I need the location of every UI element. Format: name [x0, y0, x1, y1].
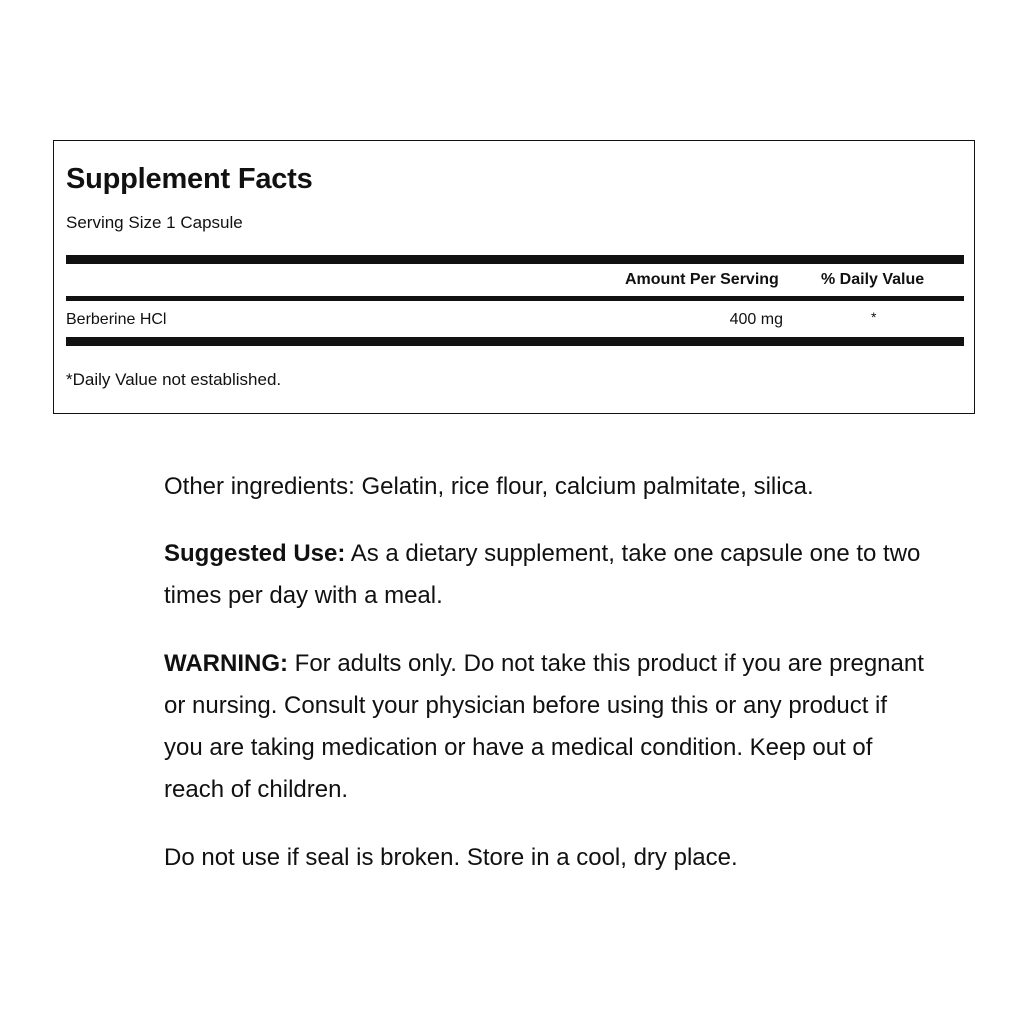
other-ingredients: Other ingredients: Gelatin, rice flour, calcium palmitate, silica. [164, 473, 814, 500]
warning-paragraph [164, 643, 924, 811]
supplement-facts-title: Supplement Facts [66, 163, 313, 195]
amount-per-serving-header: Amount Per Serving [625, 271, 779, 288]
serving-size: Serving Size 1 Capsule [66, 213, 243, 232]
ingredient-name: Berberine HCl [66, 311, 167, 328]
ingredient-amount: 400 mg [729, 311, 783, 328]
ingredient-daily-value: * [871, 309, 877, 325]
supplement-facts-panel [53, 140, 975, 414]
divider-thick-bottom [66, 337, 964, 346]
warning-text: For adults only. Do not take this product if you are pregnant or nursing. Consult your physician before using this or any product if you are taking medication or have a medical condition. Keep out of reach of children. [164, 650, 924, 803]
warning-heading: WARNING: [164, 650, 288, 677]
divider-medium [66, 296, 964, 301]
daily-value-header: % Daily Value [821, 271, 925, 288]
divider-thick-top [66, 255, 964, 264]
suggested-use-text: As a dietary supplement, take one capsule one to two times per day with a meal. [164, 540, 921, 609]
storage-instructions: Do not use if seal is broken. Store in a cool, dry place. [164, 844, 738, 871]
daily-value-footnote: *Daily Value not established. [66, 370, 282, 389]
suggested-use-heading: Suggested Use: [164, 540, 346, 567]
suggested-use-paragraph [164, 533, 924, 617]
